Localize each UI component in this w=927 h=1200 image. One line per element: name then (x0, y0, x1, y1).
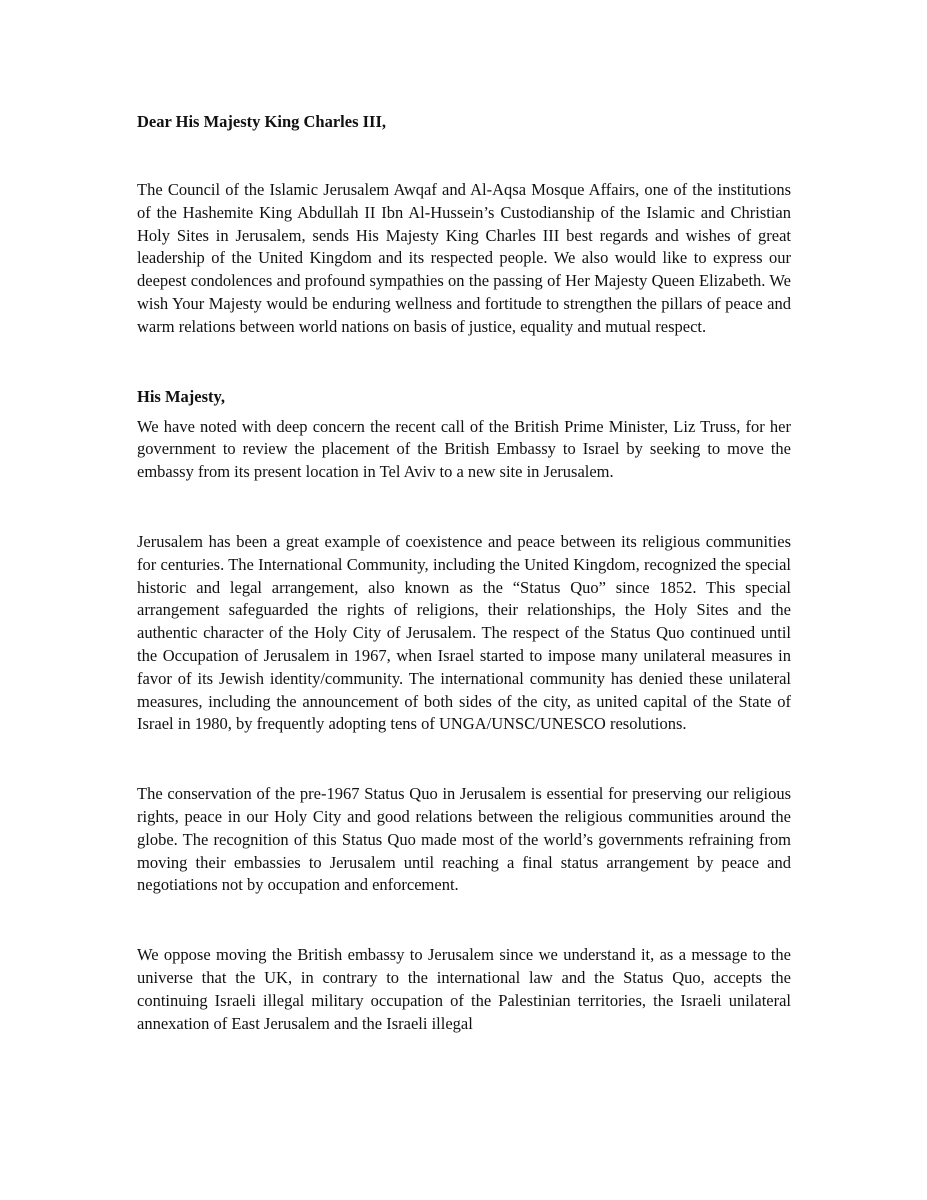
intro-paragraph: The Council of the Islamic Jerusalem Awqaf and Al-Aqsa Mosque Affairs, one of the institutions of the Hashemite King Abdullah II Ibn Al-Hussein’s Custodianship of the Islamic and Christian Holy Sites in Jerusalem, sends His Majesty King Charles III best regards and wishes of great leadership of the United Kingdom and its respected people. We also would like to express our deepest condolences and profound sympathies on the passing of Her Majesty Queen Elizabeth. We wish Your Majesty would be enduring wellness and fortitude to strengthen the pillars of peace and warm relations between world nations on basis of justice, equality and mutual respect. (137, 180, 791, 336)
coexistence-paragraph: Jerusalem has been a great example of coexistence and peace between its religious communities for centuries. The International Community, including the United Kingdom, recognized the special historic and legal arrangement, also known as the “Status Quo” since 1852. This special arrangement safeguarded the rights of religions, their relationships, the Holy Sites and the authentic character of the Holy City of Jerusalem. The respect of the Status Quo continued until the Occupation of Jerusalem in 1967, when Israel started to impose many unilateral measures in favor of its Jewish identity/community. The international community has denied these unilateral measures, including the announcement of both sides of the city, as united capital of the State of Israel in 1980, by frequently adopting tens of UNGA/UNSC/UNESCO resolutions. (137, 531, 791, 734)
conservation-paragraph: The conservation of the pre-1967 Status Quo in Jerusalem is essential for preserving our religious rights, peace in our Holy City and good relations between the religious communities around the globe. The recognition of this Status Quo made most of the world’s governments refraining from moving their embassies to Jerusalem until reaching a final status arrangement by peace and negotiations not by occupation and enforcement. (137, 784, 791, 895)
letter-greeting: Dear His Majesty King Charles III, (137, 112, 387, 131)
salutation-heading: His Majesty, (137, 386, 225, 406)
concern-paragraph: We have noted with deep concern the recent call of the British Prime Minister, Liz Truss, for her government to review the placement of the British Embassy to Israel by seeking to move the embassy from its present location in Tel Aviv to a new site in Jerusalem. (137, 416, 791, 482)
opposition-paragraph: We oppose moving the British embassy to Jerusalem since we understand it, as a message to the universe that the UK, in contrary to the international law and the Status Quo, accepts the continuing Israeli illegal military occupation of the Palestinian territories, the Israeli unilateral annexation of East Jerusalem and the Israeli illegal (137, 945, 791, 1033)
letter-page (137, 110, 791, 1035)
